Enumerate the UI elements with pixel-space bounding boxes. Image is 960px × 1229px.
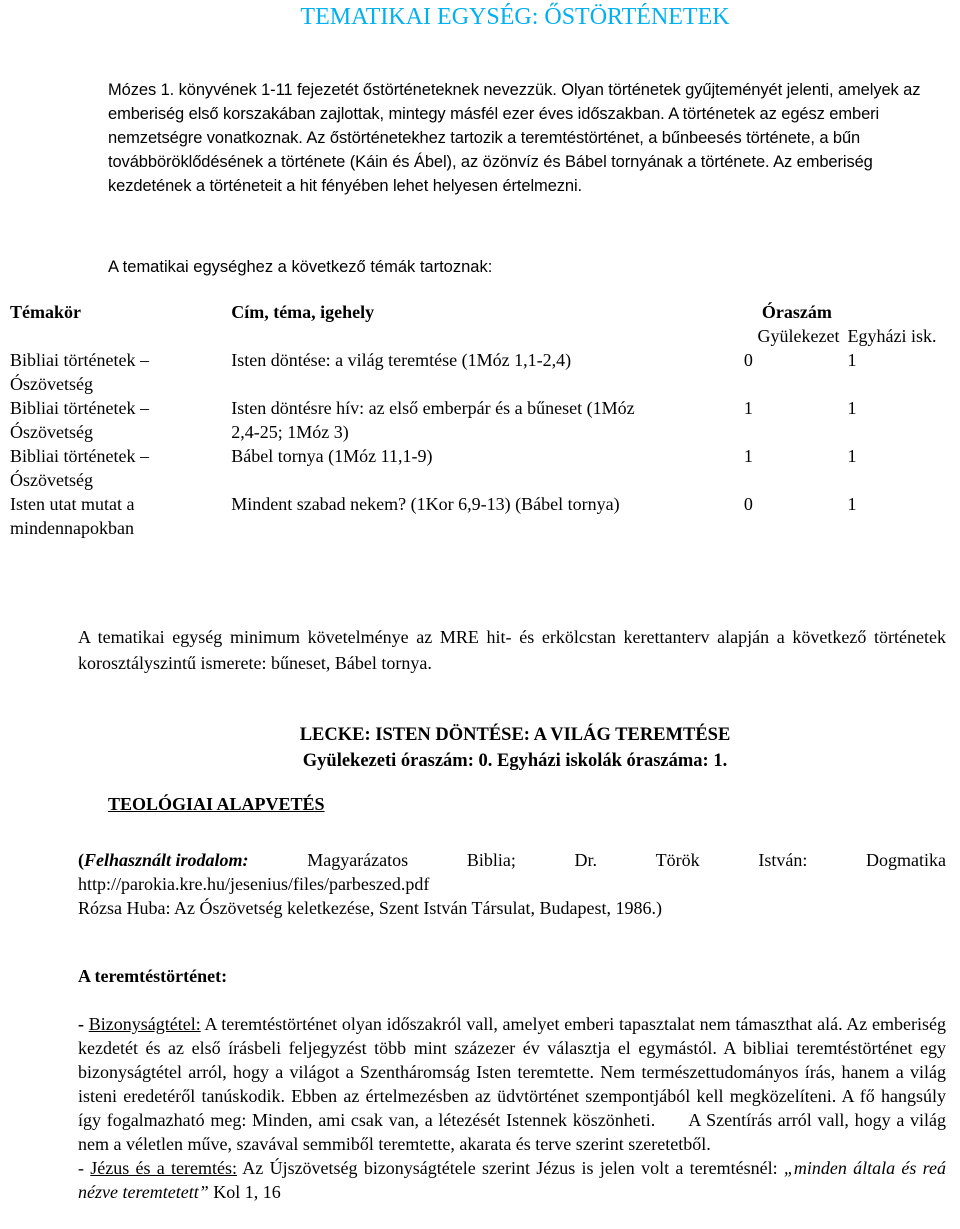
intro-text: Mózes 1. könyvének 1-11 fejezetét őstörténeteknek nevezzük. Olyan történetek gyűjteményét jelenti, amelyek az emberiség első korszakában zajlottak, mintegy másfél ezer éves időszakban. A történetek az egész emberi nemzetségre vonatkoznak. Az őstörténetekhez tartozik a teremtéstörténet, a bűnbeesés története, a bűn továbböröklődésének a története (Káin és Ábel), az özönvíz és Bábel tornyának a története. Az emberiség kezdetének a történeteit a hit fényében lehet helyesen értelmezni. [108,81,921,195]
table-row [10,348,950,396]
table-row [10,396,950,444]
minimum-requirement [78,624,946,676]
scripture-reference: Kol 1, 16 [208,1182,281,1202]
creation-paragraph-1 [78,1012,951,1156]
row-congregation: 1 [743,398,753,418]
table-row [10,444,950,492]
literature-word: Biblia; [466,850,516,870]
literature-label: Felhasznált irodalom: [84,850,249,870]
literature-block [78,848,946,920]
row-church-school: 1 [847,398,857,418]
table-header-row [10,300,950,324]
table-row [10,492,950,540]
intro-paragraph [108,78,928,198]
row-congregation: 0 [743,350,753,370]
topics-table [10,300,950,540]
row-church-school: 1 [847,494,857,514]
lesson-title: LECKE: ISTEN DÖNTÉSE: A VILÁG TEREMTÉSE [299,725,731,745]
header-congregation: Gyülekezet [757,326,840,346]
header-church-school: Egyházi isk. [847,326,937,346]
creation-paragraph-2 [78,1156,946,1204]
row-congregation: 0 [743,494,753,514]
dash: - [78,1014,89,1034]
page-title: TEMATIKAI EGYSÉG: ŐSTÖRTÉNETEK [300,4,730,30]
topics-lead: A tematikai egységhez a következő témák tartoznak: [108,258,493,276]
row-topic: Bibliai történetek – Ószövetség [10,446,149,490]
row-topic: Isten utat mutat a mindennapokban [10,494,135,538]
row-title: Mindent szabad nekem? (1Kor 6,9-13) (Bábel tornya) [231,494,620,514]
row-topic: Bibliai történetek – Ószövetség [10,398,149,442]
row-title: Isten döntése: a világ teremtése (1Móz 1,1-2,4) [231,350,572,370]
table-subheader-row [10,324,950,348]
literature-open-paren: ( [78,850,84,870]
lesson-hours: Gyülekezeti óraszám: 0. Egyházi iskolák óraszáma: 1. [302,751,728,771]
literature-line3: Rózsa Huba: Az Ószövetség keletkezése, Szent István Társulat, Budapest, 1986.) [78,898,663,918]
testimony-text: A teremtéstörténet olyan időszakról vall, amelyet emberi tapasztalat nem támaszthat alá. Az emberiség kezdetét és az első írásbeli feljegyzést több mint százezer év választja el egymástól. A bibliai teremtéstörténet egy bizonyságtétel arról, hogy a világot a Szentháromság Isten teremtette. Nem természettudományos írás, hanem a világ isteni eredetéről tanúskodik. Ebben az értelmezésben az üdvtörténet szempontjából kell megközelíteni. A fő hangsúly így fogalmazható meg: Minden, ami csak van, a létezését Istennek köszönheti. A Szentírás arról vall, hogy a világ nem a véletlen műve, szavával semmiből teremtette, akarata és terve szerint szeretetből. [78,1014,951,1154]
literature-line [78,848,946,872]
row-church-school: 1 [847,446,857,466]
literature-url: http://parokia.kre.hu/jesenius/files/parbeszed.pdf [78,874,430,894]
literature-word: István: [758,850,808,870]
scripture-quote: „minden általa és reá nézve teremtetett” [78,1158,946,1202]
jesus-creation-label: Jézus és a teremtés: [90,1158,238,1178]
row-title: Bábel tornya (1Móz 11,1-9) [231,446,433,466]
literature-word: Magyarázatos [307,850,409,870]
row-topic: Bibliai történetek – Ószövetség [10,350,149,394]
literature-word: Dogmatika [866,850,946,870]
creation-heading: A teremtéstörténet: [78,966,228,986]
minimum-requirement-text: A tematikai egység minimum követelménye az MRE hit- és erkölcstan kerettanterv alapján a következő történetek korosztályszintű ismerete: bűneset, Bábel tornya. [78,627,946,673]
dash: - [78,1158,91,1178]
header-title: Cím, téma, igehely [231,302,375,322]
jesus-creation-text: Az Újszövetség bizonyságtétele szerint Jézus is jelen volt a teremtésnél: [237,1158,784,1178]
row-title: Isten döntésre hív: az első emberpár és a bűneset (1Móz 2,4-25; 1Móz 3) [231,398,635,442]
lesson-heading [0,722,960,774]
header-hours: Óraszám [761,302,832,322]
testimony-label: Bizonyságtétel: [88,1014,201,1034]
row-congregation: 1 [743,446,753,466]
header-topic: Témakör [10,302,81,322]
literature-word: Török [655,850,700,870]
theology-heading: TEOLÓGIAI ALAPVETÉS [108,794,325,814]
literature-word: Dr. [574,850,597,870]
row-church-school: 1 [847,350,857,370]
creation-body [78,1012,951,1204]
